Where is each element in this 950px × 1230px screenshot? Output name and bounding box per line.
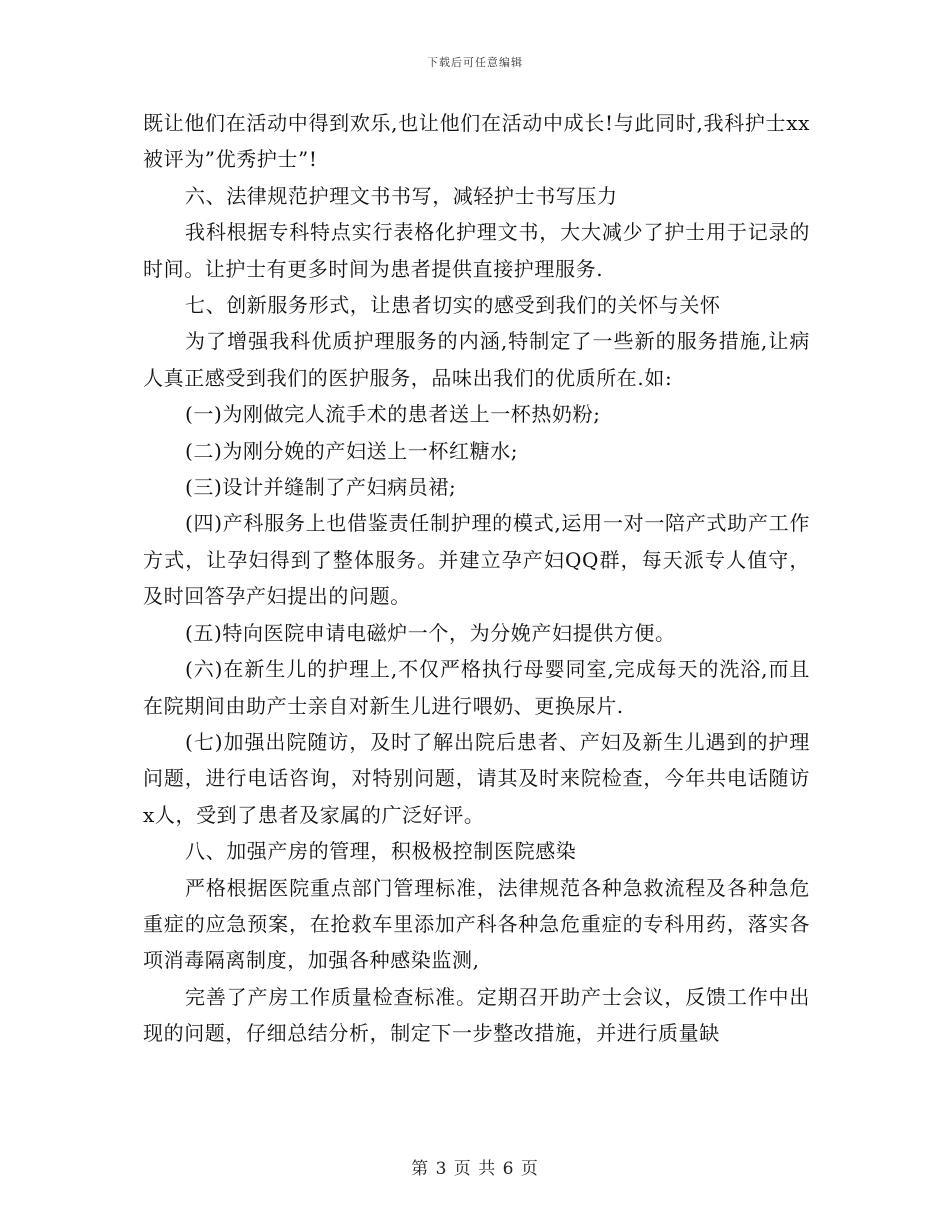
list-item: (五)特向医院申请电磁炉一个，为分娩产妇提供方便。 bbox=[185, 620, 676, 645]
document-body bbox=[143, 105, 810, 1052]
paragraph: 我科根据专科特点实行表格化护理文书，大大减少了护士用于记录的时间。让护士有更多时间为患者提供直接护理服务. bbox=[143, 220, 810, 281]
section-heading-8: 八、加强产房的管理，积极极控制医院感染 bbox=[185, 839, 577, 864]
page-header: 下载后可任意编辑 bbox=[427, 56, 523, 69]
section-heading-7: 七、创新服务形式，让患者切实的感受到我们的关怀与关怀 bbox=[185, 293, 721, 318]
list-item: (三)设计并缝制了产妇病员裙; bbox=[185, 475, 457, 500]
paragraph: 严格根据医院重点部门管理标准，法律规范各种急救流程及各种急危重症的应急预案，在抢救车里添加产科各种急危重症的专科用药，落实各项消毒隔离制度，加强各种感染监测, bbox=[143, 875, 810, 973]
list-item: (四)产科服务上也借鉴责任制护理的模式,运用一对一陪产式助产工作方式，让孕妇得到了整体服务。并建立孕产妇QQ群，每天派专人值守，及时回答孕产妇提出的问题。 bbox=[143, 511, 810, 609]
paragraph: 为了增强我科优质护理服务的内涵,特制定了一些新的服务措施,让病人真正感受到我们的医护服务，品味出我们的优质所在.如: bbox=[143, 329, 810, 390]
paragraph: 完善了产房工作质量检查标准。定期召开助产士会议，反馈工作中出现的问题，仔细总结分析，制定下一步整改措施，并进行质量缺 bbox=[143, 984, 810, 1046]
section-heading-6: 六、法律规范护理文书书写，减轻护士书写压力 bbox=[185, 183, 618, 208]
list-item: (六)在新生儿的护理上,不仅严格执行母婴同室,完成每天的洗浴,而且在院期间由助产士亲自对新生儿进行喂奶、更换尿片. bbox=[143, 657, 810, 718]
paragraph: 既让他们在活动中得到欢乐,也让他们在活动中成长!与此同时,我科护士xx被评为”优秀护士”! bbox=[143, 111, 810, 172]
page-number-footer: 第 3 页 共 6 页 bbox=[411, 1159, 539, 1179]
list-item: (一)为刚做完人流手术的患者送上一杯热奶粉; bbox=[185, 402, 601, 427]
list-item: (二)为刚分娩的产妇送上一杯红糖水; bbox=[185, 438, 519, 463]
list-item: (七)加强出院随访，及时了解出院后患者、产妇及新生儿遇到的护理问题，进行电话咨询，对特别问题，请其及时来院检查，今年共电话随访x人，受到了患者及家属的广泛好评。 bbox=[143, 729, 810, 827]
